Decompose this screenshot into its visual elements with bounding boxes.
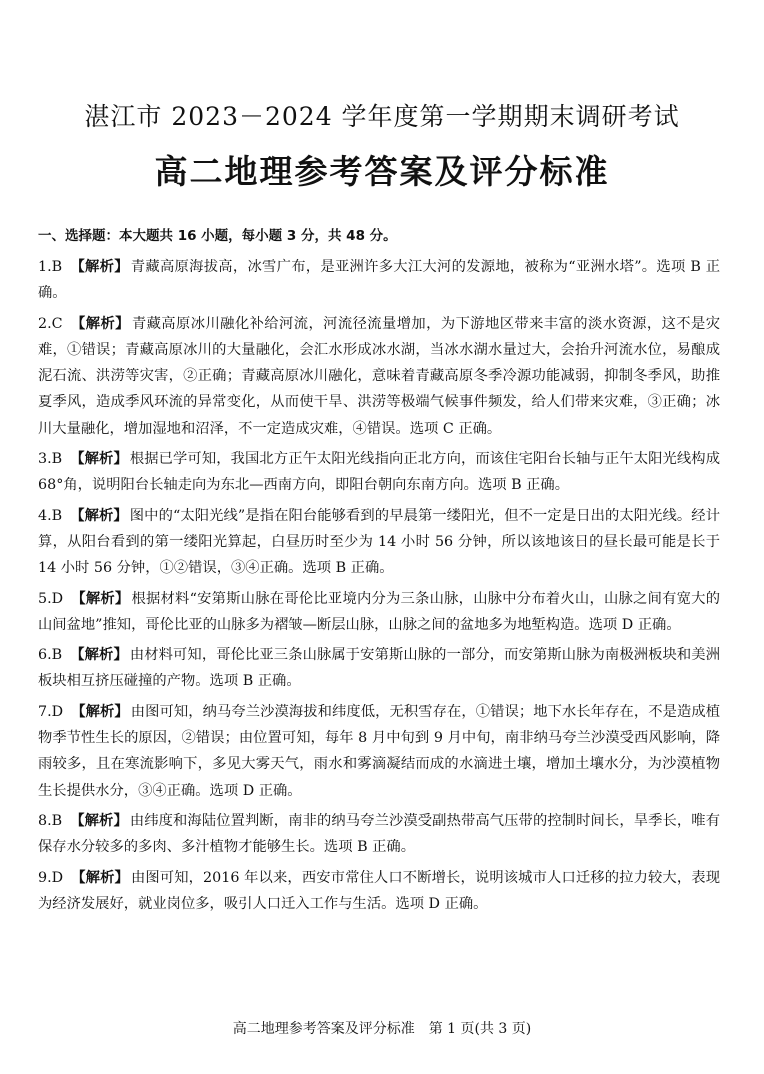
answer-item-5 [38,586,720,639]
analysis-tag: 【解析】 [70,647,128,664]
analysis-tag: 【解析】 [71,590,130,607]
answer-item-8 [38,808,720,861]
analysis-tag: 【解析】 [70,451,128,468]
answer-item-2 [38,311,720,442]
answer-text: 由图可知，2016 年以来，西安市常住人口不断增长，说明该城市人口迁移的拉力较大，表现为经济发展好，就业岗位多，吸引人口迁入工作与生活。选项 D 正确。 [38,869,720,912]
answer-item-6 [38,642,720,695]
analysis-tag: 【解析】 [70,507,128,524]
answer-text: 青藏高原海拔高，冰雪广布，是亚洲许多大江大河的发源地，被称为“亚洲水塔”。选项 B 正确。 [38,259,720,302]
document-subtitle: 高二地理参考答案及评分标准 [154,152,610,191]
answer-number: 2.C [38,315,63,332]
answer-number: 7.D [38,703,64,720]
answer-text: 根据材料“安第斯山脉在哥伦比亚境内分为三条山脉，山脉中分布着火山，山脉之间有宽大的山间盆地”推知，哥伦比亚的山脉多为褶皱—断层山脉，山脉之间的盆地多为地堑构造。选项 D 正确。 [38,590,720,633]
answer-item-1 [38,254,720,307]
answer-item-4 [38,503,720,582]
section-heading: 一、选择题：本大题共 16 小题，每小题 3 分，共 48 分。 [38,228,397,244]
answer-number: 9.D [38,869,64,886]
page-footer: 高二地理参考答案及评分标准 第 1 页(共 3 页) [232,1021,532,1037]
answer-text: 青藏高原冰川融化补给河流，河流径流量增加，为下游地区带来丰富的淡水资源，这不是灾难，①错误；青藏高原冰川的大量融化，会汇水形成冰水湖，当冰水湖水量过大，会抬升河流水位，易酿成泥石流、洪涝等灾害，②正确；青藏高原冰川融化，意味着青藏高原冬季冷源功能减弱，抑制冬季风，助推夏季风，造成季风环流的异常变化，从而使干旱、洪涝等极端气候事件频发，给人们带来灾难，③正确；冰川大量融化，增加湿地和沼泽，不一定造成灾难，④错误。选项 C 正确。 [38,315,721,437]
answer-number: 6.B [38,647,63,664]
answer-number: 4.B [38,507,63,524]
answer-list [38,254,720,921]
exam-title: 湛江市 2023－2024 学年度第一学期期末调研考试 [84,102,680,131]
analysis-tag: 【解析】 [71,703,129,720]
answer-item-9 [38,865,720,918]
answer-number: 1.B [38,259,63,275]
answer-text: 图中的“太阳光线”是指在阳台能够看到的早晨第一缕阳光，但不一定是日出的太阳光线。经计算，从阳台看到的第一缕阳光算起，白昼历时至少为 14 小时 56 分钟，所以该地该日的昼长最可能是长于 14 小时 56 分钟，①②错误，③④正确。选项 B 正确。 [38,507,720,577]
answer-number: 8.B [38,812,63,829]
answer-text: 根据已学可知，我国北方正午太阳光线指向正北方向，而该住宅阳台长轴与正午太阳光线构成 68°角，说明阳台长轴走向为东北—西南方向，即阳台朝向东南方向。选项 B 正确。 [38,451,720,494]
answer-text: 由纬度和海陆位置判断，南非的纳马夸兰沙漠受副热带高气压带的控制时间长，旱季长，唯有保存水分较多的多肉、多汁植物才能够生长。选项 B 正确。 [38,812,720,856]
answer-number: 3.B [38,451,63,468]
answer-item-7 [38,699,720,804]
answer-item-3 [38,446,720,499]
analysis-tag: 【解析】 [70,259,129,275]
analysis-tag: 【解析】 [70,315,130,332]
analysis-tag: 【解析】 [70,812,128,829]
answer-text: 由材料可知，哥伦比亚三条山脉属于安第斯山脉的一部分，而安第斯山脉为南极洲板块和美洲板块相互挤压碰撞的产物。选项 B 正确。 [38,647,720,690]
answer-number: 5.D [38,590,64,607]
answer-text: 由图可知，纳马夸兰沙漠海拔和纬度低，无积雪存在，①错误；地下水长年存在，不是造成植物季节性生长的原因，②错误；由位置可知，每年 8 月中旬到 9 月中旬，南非纳马夸兰沙漠受西风影响，降雨较多，且在寒流影响下，多见大雾天气，雨水和雾滴凝结而成的水滴进土壤，增加土壤水分，为沙漠植物生长提供水分，③④正确。选项 D 正确。 [38,703,721,799]
analysis-tag: 【解析】 [71,869,129,886]
